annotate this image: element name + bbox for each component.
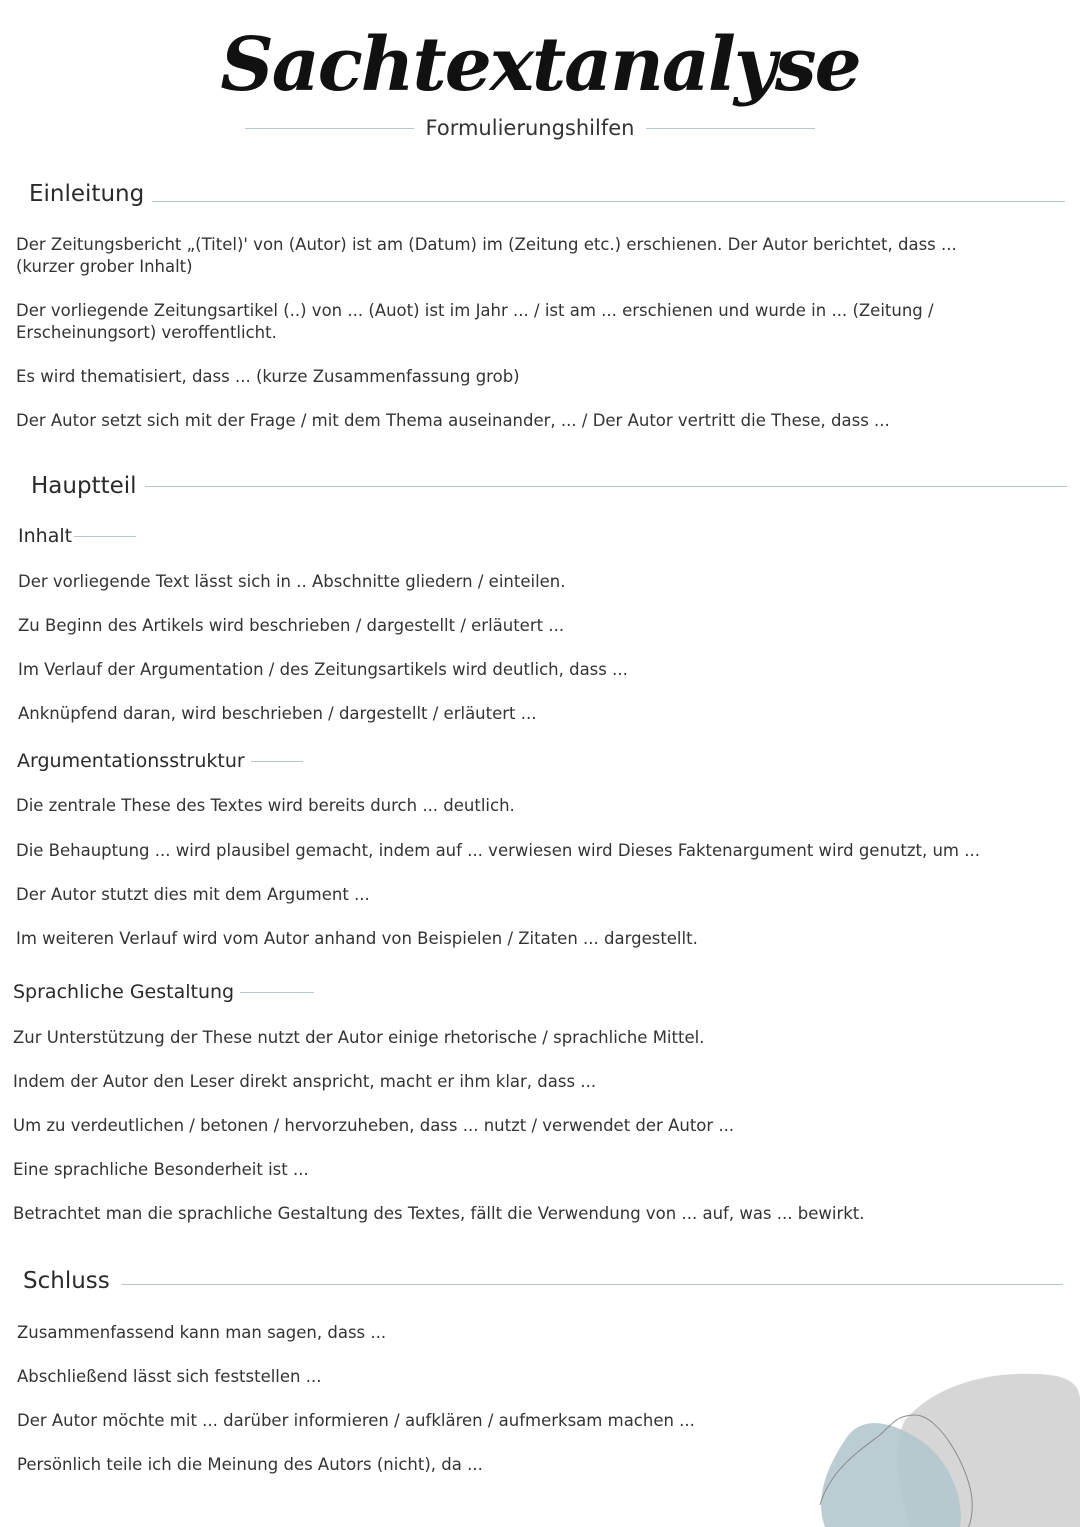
subheading-argumentationsstruktur xyxy=(17,750,303,772)
text-line: Um zu verdeutlichen / betonen / hervorzuheben, dass ... nutzt / verwendet der Autor ... xyxy=(13,1116,735,1135)
decorative-blobs xyxy=(800,1360,1080,1527)
text-line: Abschließend lässt sich feststellen ... xyxy=(17,1367,322,1386)
heading-text: Hauptteil xyxy=(31,473,137,499)
section-heading-schluss xyxy=(23,1268,1063,1294)
text-line: Eine sprachliche Besonderheit ist ... xyxy=(13,1160,309,1179)
text-line: Zusammenfassend kann man sagen, dass ... xyxy=(17,1323,387,1342)
text-line: Der Zeitungsbericht „(Titel)' von (Autor) ist am (Datum) im (Zeitung etc.) erschienen. Der Autor berichtet, dass ... xyxy=(16,235,957,254)
heading-text: Schluss xyxy=(23,1268,110,1294)
text-line: Der vorliegende Text lässt sich in .. Abschnitte gliedern / einteilen. xyxy=(18,572,566,591)
text-line: Es wird thematisiert, dass ... (kurze Zusammenfassung grob) xyxy=(16,367,520,386)
page-subtitle: Formulierungshilfen xyxy=(425,116,635,140)
text-line: (kurzer grober Inhalt) xyxy=(16,257,193,276)
text-line: Anknüpfend daran, wird beschrieben / dargestellt / erläutert ... xyxy=(18,704,537,723)
text-line: Der Autor setzt sich mit der Frage / mit dem Thema auseinander, ... / Der Autor vertritt die These, dass ... xyxy=(16,411,890,430)
divider xyxy=(240,992,314,993)
divider xyxy=(122,1284,1063,1285)
divider xyxy=(245,128,414,129)
page-title: Sachtextanalyse xyxy=(220,22,860,108)
divider xyxy=(152,201,1065,202)
subheading-sprachliche-gestaltung xyxy=(13,981,314,1003)
heading-text: Argumentationsstruktur xyxy=(17,750,245,772)
text-line: Zur Unterstützung der These nutzt der Autor einige rhetorische / sprachliche Mittel. xyxy=(13,1028,705,1047)
text-line: Erscheinungsort) veroffentlicht. xyxy=(16,323,277,342)
divider xyxy=(145,486,1067,487)
text-line: Der vorliegende Zeitungsartikel (..) von ... (Auot) ist im Jahr ... / ist am ... erschienen und wurde in ... (Zeitung / xyxy=(16,301,934,320)
text-line: Persönlich teile ich die Meinung des Autors (nicht), da ... xyxy=(17,1455,483,1474)
divider xyxy=(74,536,136,537)
text-line: Indem der Autor den Leser direkt anspricht, macht er ihm klar, dass ... xyxy=(13,1072,597,1091)
divider xyxy=(646,128,815,129)
divider xyxy=(251,761,303,762)
section-heading-einleitung xyxy=(29,181,1065,207)
heading-text: Einleitung xyxy=(29,181,145,207)
text-line: Im Verlauf der Argumentation / des Zeitungsartikels wird deutlich, dass ... xyxy=(18,660,628,679)
text-line: Der Autor möchte mit ... darüber informieren / aufklären / aufmerksam machen ... xyxy=(17,1411,695,1430)
text-line: Zu Beginn des Artikels wird beschrieben / dargestellt / erläutert ... xyxy=(18,616,565,635)
text-line: Die zentrale These des Textes wird bereits durch ... deutlich. xyxy=(16,796,515,815)
text-line: Der Autor stutzt dies mit dem Argument ... xyxy=(16,885,370,904)
heading-text: Inhalt xyxy=(18,525,73,547)
subtitle-row xyxy=(245,116,815,140)
text-line: Betrachtet man die sprachliche Gestaltung des Textes, fällt die Verwendung von ... auf, was ... bewirkt. xyxy=(13,1204,865,1223)
heading-text: Sprachliche Gestaltung xyxy=(13,981,235,1003)
text-line: Die Behauptung ... wird plausibel gemacht, indem auf ... verwiesen wird Dieses Faktenargument wird genutzt, um ... xyxy=(16,841,980,860)
text-line: Im weiteren Verlauf wird vom Autor anhand von Beispielen / Zitaten ... dargestellt. xyxy=(16,929,698,948)
subheading-inhalt xyxy=(18,525,136,547)
section-heading-hauptteil xyxy=(31,473,1067,499)
